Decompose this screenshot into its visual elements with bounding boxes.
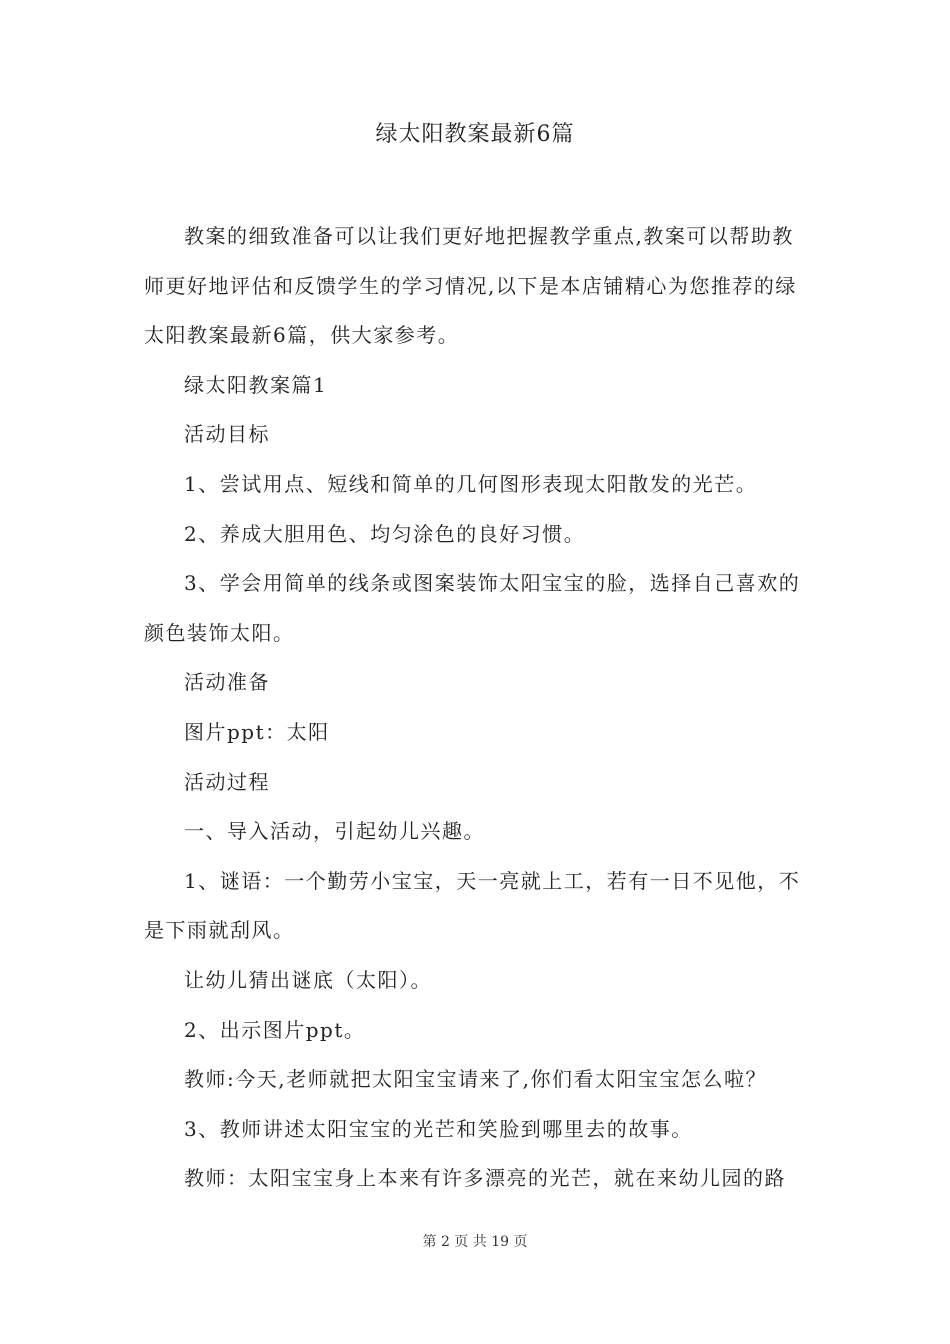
- goal-item: 1、尝试用点、短线和简单的几何图形表现太阳散发的光芒。: [184, 471, 758, 496]
- process-step: 2、出示图片ppt。: [184, 1017, 366, 1042]
- process-step: 3、教师讲述太阳宝宝的光芒和笑脸到哪里去的故事。: [184, 1116, 693, 1141]
- subheading-preparation: 活动准备: [184, 670, 270, 695]
- document-body: [144, 212, 808, 1204]
- process-step: 教师:今天,老师就把太阳宝宝请来了,你们看太阳宝宝怎么啦？: [184, 1067, 767, 1092]
- goal-item: 3、学会用简单的线条或图案装饰太阳宝宝的脸，选择自己喜欢的颜色装饰太阳。: [144, 571, 801, 645]
- page-title: 绿太阳教案最新6篇: [375, 122, 575, 147]
- goal-item: 2、养成大胆用色、均匀涂色的良好习惯。: [184, 521, 586, 546]
- process-step: 1、谜语：一个勤劳小宝宝，天一亮就上工，若有一日不见他，不是下雨就刮风。: [144, 868, 801, 943]
- paragraph-intro: 教案的细致准备可以让我们更好地把握教学重点,教案可以帮助教师更好地评估和反馈学生的学习情况,以下是本店铺精心为您推荐的绿太阳教案最新6篇，供大家参考。: [144, 224, 797, 348]
- process-step: 教师：太阳宝宝身上本来有许多漂亮的光芒，就在来幼儿园的路: [184, 1166, 786, 1191]
- subheading-goals: 活动目标: [184, 422, 270, 447]
- page-footer: 第 2 页 共 19 页: [422, 1234, 528, 1250]
- preparation-item: 图片ppt：太阳: [184, 719, 330, 744]
- process-step: 一、导入活动，引起幼儿兴趣。: [184, 819, 485, 844]
- process-step: 让幼儿猜出谜底（太阳）。: [184, 967, 432, 992]
- subheading-process: 活动过程: [184, 769, 270, 794]
- section-heading: 绿太阳教案篇1: [184, 372, 328, 397]
